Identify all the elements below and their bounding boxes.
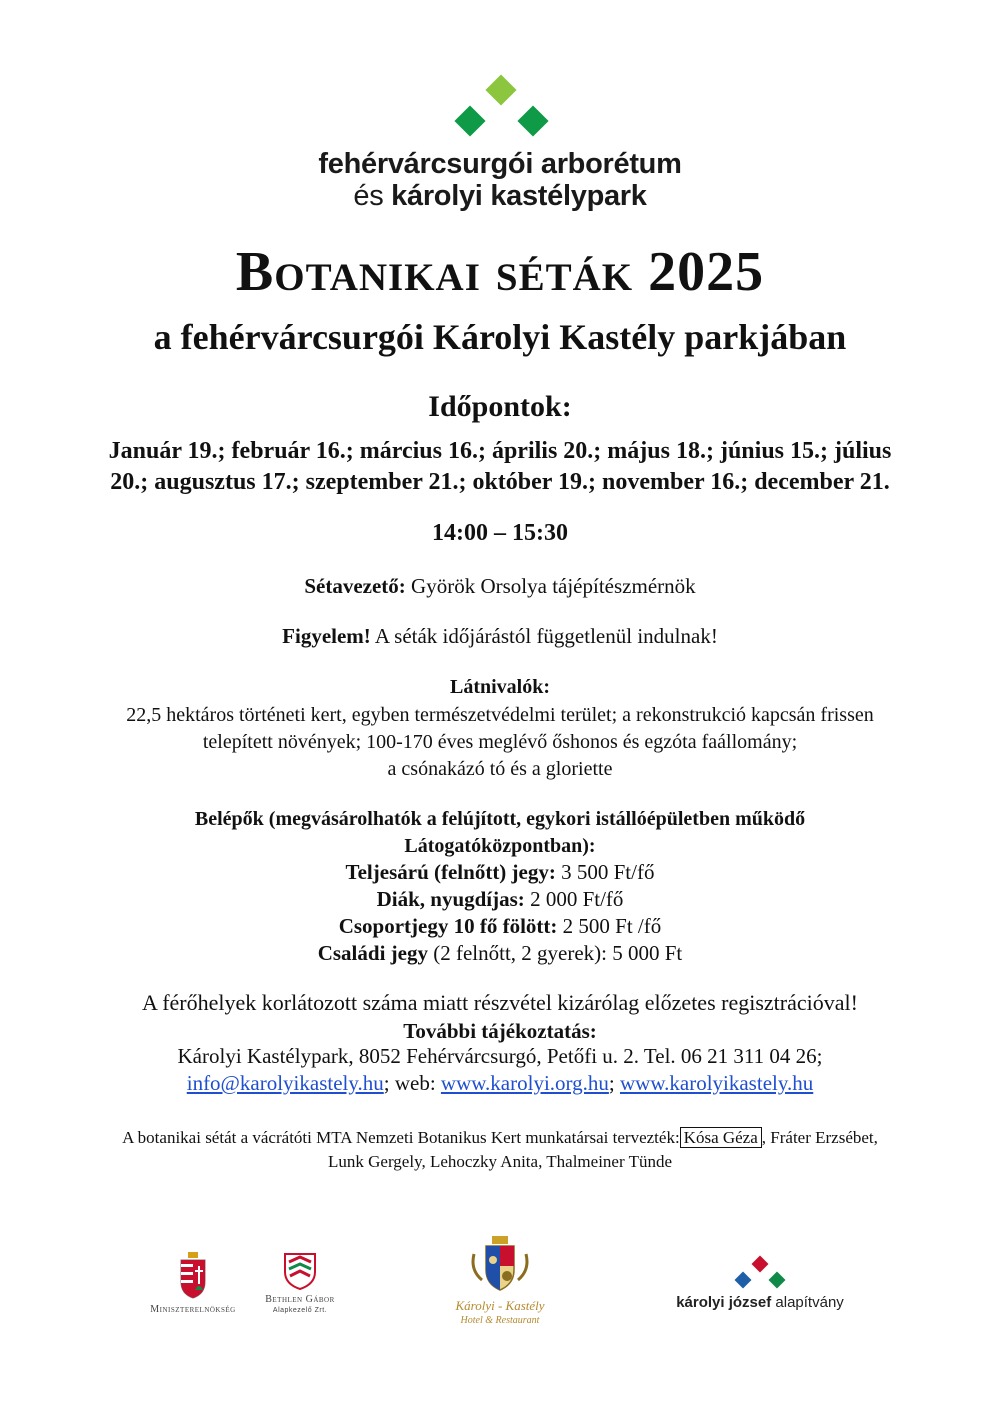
bethlen-caption-line1: Bethlen Gábor — [265, 1294, 335, 1305]
ticket-label: Családi jegy — [317, 941, 428, 965]
dates-line1: Január 19.; február 16.; március 16.; április 20.; május 18.; június 15.; július — [108, 438, 892, 464]
foundation-name-bold: károlyi józsef — [676, 1294, 772, 1311]
hotel-crest-icon — [470, 1236, 530, 1294]
ministry-caption: Miniszterelnökség — [150, 1304, 236, 1315]
sights-line3: a csónakázó tó és a gloriette — [387, 758, 613, 780]
bethlen-gabor-shield-icon — [283, 1252, 317, 1290]
bethlen-gabor-logo — [262, 1252, 338, 1322]
ticket-student-pensioner — [0, 887, 1000, 912]
credits-rest: , Fráter Erzsébet, — [761, 1128, 878, 1147]
hungarian-coat-of-arms-icon — [178, 1252, 208, 1300]
foundation-name-rest: alapítvány — [775, 1294, 844, 1311]
contact-address: Károlyi Kastélypark, 8052 Fehérvárcsurgó, Petőfi u. 2. Tel. 06 21 311 04 26; — [177, 1044, 823, 1068]
credits — [40, 1126, 960, 1174]
hotel-caption-line2: Hotel & Restaurant — [460, 1315, 540, 1326]
hotel-caption-line1: Károlyi - Kastély — [455, 1298, 545, 1313]
dates-list — [50, 436, 950, 498]
web-link-karolyikastely[interactable]: www.karolyikastely.hu — [620, 1071, 814, 1095]
org-name-line1: fehérvárcsurgói arborétum — [318, 148, 682, 180]
dates-heading: Időpontok: — [428, 390, 572, 423]
ticket-price: 2 500 Ft /fő — [562, 914, 662, 938]
page-subtitle: a fehérvárcsurgói Károlyi Kastély parkjában — [153, 317, 847, 357]
page-title: Botanikai séták 2025 — [235, 241, 765, 303]
dates-line2: 20.; augusztus 17.; szeptember 21.; október 19.; november 16.; december 21. — [110, 469, 890, 495]
contact-links — [0, 1071, 1000, 1096]
info-heading: További tájékoztatás: — [403, 1019, 597, 1043]
guide-label: Sétavezető: — [304, 574, 406, 598]
foundation-diamond-blue-icon — [735, 1272, 752, 1289]
org-name-line2-rest: károlyi kastélypark — [391, 180, 647, 212]
ticket-label: Diák, nyugdíjas: — [376, 887, 525, 911]
notice-label: Figyelem! — [282, 624, 371, 648]
org-name-line2-prefix: és — [353, 180, 384, 212]
tickets-heading-line2: Látogatóközpontban): — [404, 835, 596, 857]
ticket-label: Csoportjegy 10 fő fölött: — [338, 914, 558, 938]
link-separator: ; — [608, 1071, 615, 1095]
walk-time: 14:00 – 15:30 — [432, 520, 568, 546]
foundation-diamond-red-icon — [752, 1256, 769, 1273]
sights-line1: 22,5 hektáros történeti kert, egyben természetvédelmi terület; a rekonstrukció kapcsán frissen — [126, 704, 874, 726]
tickets-heading — [100, 806, 900, 860]
credits-line2: Lunk Gergely, Lehoczky Anita, Thalmeiner Tünde — [328, 1152, 672, 1171]
notice-value: A séták időjárástól függetlenül indulnak! — [374, 624, 718, 648]
foundation-diamond-green-icon — [769, 1272, 786, 1289]
karolyi-jozsef-foundation-logo — [665, 1254, 865, 1314]
credits-prefix: A botanikai sétát a vácrátóti MTA Nemzeti Botanikus Kert munkatársai tervezték: — [122, 1128, 680, 1147]
sights-text — [40, 702, 960, 783]
web-label: ; web: — [383, 1071, 436, 1095]
ticket-group — [0, 914, 1000, 939]
credits-line1 — [40, 1126, 960, 1150]
credits-boxed-name: Kósa Géza — [680, 1127, 762, 1148]
sights-line2: telepített növények; 100-170 éves meglévő őshonos és egzóta faállomány; — [202, 731, 798, 753]
logo-diamond-right-icon — [517, 105, 548, 136]
ministry-logo — [138, 1252, 248, 1322]
bethlen-caption-line2: Alapkezelő Zrt. — [272, 1307, 328, 1314]
karolyi-kastely-hotel-logo — [440, 1236, 560, 1332]
guide-info — [0, 574, 1000, 599]
ticket-full-price — [0, 860, 1000, 885]
org-name-line2 — [0, 180, 1000, 213]
tickets-heading-line1: Belépők (megvásárolhatók a felújított, egykori istállóépületben működő — [194, 808, 806, 830]
weather-notice — [0, 624, 1000, 649]
foundation-name — [665, 1294, 855, 1311]
ticket-price: 2 000 Ft/fő — [530, 887, 624, 911]
sights-heading: Látnivalók: — [449, 676, 551, 698]
logo-diamond-left-icon — [454, 105, 485, 136]
logo-diamond-top-icon — [485, 74, 516, 105]
ticket-label: Teljesárú (felnőtt) jegy: — [345, 860, 556, 884]
ticket-family — [0, 941, 1000, 966]
guide-value: Györök Orsolya tájépítészmérnök — [411, 574, 696, 598]
ticket-price: 3 500 Ft/fő — [561, 860, 655, 884]
registration-notice: A férőhelyek korlátozott száma miatt részvétel kizárólag előzetes regisztrációval! — [142, 990, 858, 1015]
ticket-price: (2 felnőtt, 2 gyerek): 5 000 Ft — [433, 941, 683, 965]
email-link[interactable]: info@karolyikastely.hu — [186, 1071, 384, 1095]
web-link-karolyi-org[interactable]: www.karolyi.org.hu — [440, 1071, 609, 1095]
